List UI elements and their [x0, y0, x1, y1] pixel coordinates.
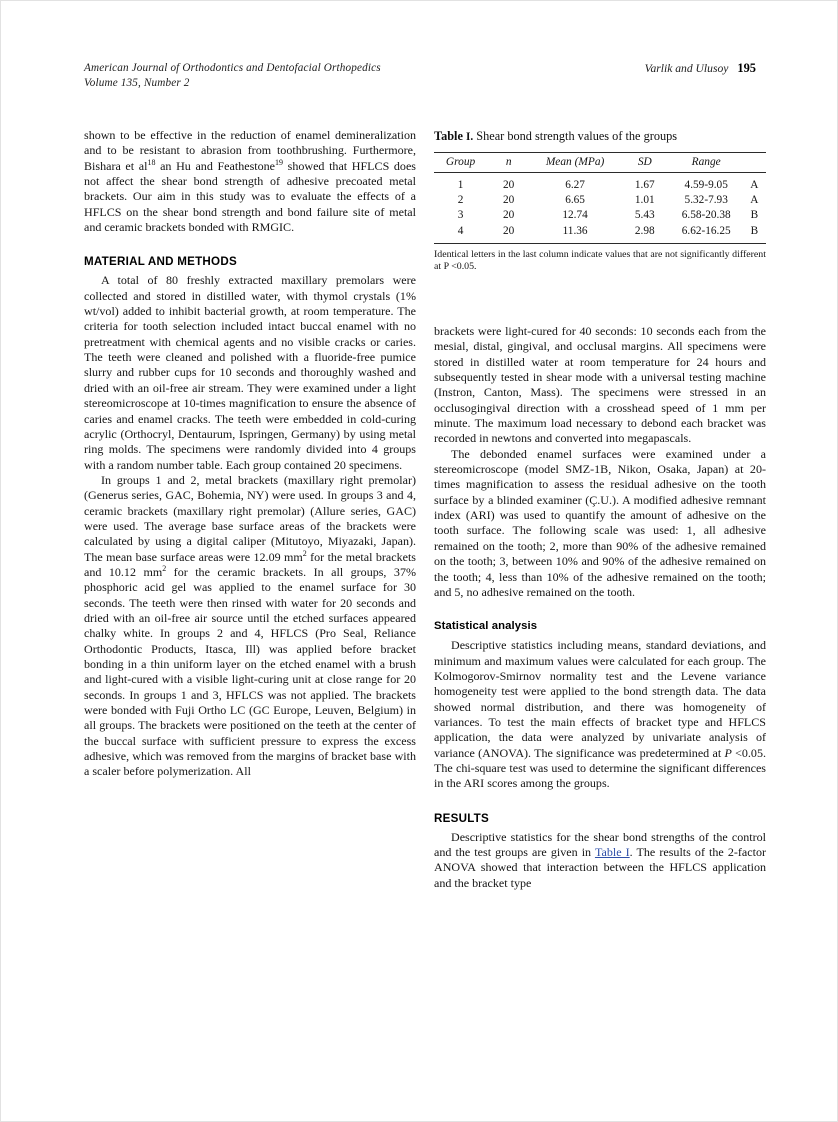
- column-header-sd: SD: [637, 156, 652, 168]
- table-1-block: [434, 128, 766, 273]
- table-label-word: Table: [434, 129, 463, 143]
- page-number: 195: [737, 61, 756, 75]
- reference-marker-19: 19: [275, 157, 284, 167]
- cell-mean: 6.65: [565, 194, 585, 207]
- table-footnote: Identical letters in the last column indicate values that are not significantly different at P <0.05.: [434, 248, 766, 272]
- heading-results: RESULTS: [434, 811, 489, 825]
- journal-title: [84, 61, 381, 91]
- running-head: [84, 61, 756, 95]
- table-caption-text: Shear bond strength values of the groups: [476, 129, 678, 143]
- statistics-text-b: <0.05. The chi-square test was used to determine the significant differences in the ARI scores among the groups.: [434, 745, 766, 791]
- cell-range: 4.59-9.05: [684, 179, 728, 191]
- bracket-text-c: for the ceramic brackets. In all groups, 37% phosphoric acid gel was applied to the enamel surface for 30 seconds. The teeth were then rinsed with water for 20 seconds and dried with an oil-free air source until the etched surfaces appeared chalky white. In groups 2 and 4, HFLCS (Pro Seal, Reliance Orthodontic Products, Itasca, Ill) was applied before bracket bonding in a thin uniform layer on the etched enamel with a brush and light-cured with a visible light-curing unit at close range for 20 seconds. In groups 1 and 3, HFLCS was not applied. The brackets were bonded with Fuji Ortho LC (GC Europe, Leuven, Belgium) in all groups. The brackets were positioned on the teeth at the center of the buccal surface with sufficient pressure to express the excess adhesive, which was removed from the margins of bracket base with a scaler before polymerization. All: [84, 564, 417, 779]
- paragraph-curing-and-testing: brackets were light-cured for 40 seconds: 10 seconds each from the mesial, distal, gingival, and occlusal margins. All specimens were stored in distilled water at room temperature for 24 hours and subsequently tested in shear mode with a universal testing machine (Instron, Canton, Mass). The specimens were stressed in an occlusogingival direction with a crosshead speed of 1 mm per minute. The maximum load necessary to debond each bracket was recorded in newtons and converted into megapascals.: [434, 324, 766, 446]
- table-row: [434, 223, 766, 243]
- cell-group: 2: [457, 194, 464, 207]
- cell-n: 20: [503, 179, 515, 191]
- column-header-mean: Mean (MPa): [545, 156, 605, 168]
- cell-letter: B: [750, 224, 759, 237]
- table-body: [434, 173, 766, 243]
- cell-n: 20: [503, 224, 515, 237]
- italic-p-value-symbol: P: [724, 745, 732, 760]
- authors-running-head: Varlik and Ulusoy: [644, 62, 729, 75]
- cell-mean: 11.36: [562, 224, 588, 237]
- cell-sd: 1.01: [634, 194, 655, 207]
- superscript-square-a: 2: [302, 548, 307, 558]
- intro-text-a: shown to be effective in the reduction of enamel demineralization and to be resistant to abrasion from toothbrushing. Furthermore, Bishara et al: [84, 128, 416, 173]
- superscript-square-b: 2: [162, 563, 167, 573]
- bracket-text-a: In groups 1 and 2, metal brackets (maxillary right premolar) (Generus series, GAC, Bohemia, NY) were used. In groups 3 and 4, ceramic brackets (maxillary right premolar) (Allure series, GAC) were used. The average base surface areas of the brackets were calculated by using a digital caliper (Mitutoyo, Miyazaki, Japan). The mean base surface areas were 12.09 mm: [84, 472, 416, 564]
- left-column: [84, 128, 416, 780]
- statistics-text-a: Descriptive statistics including means, standard deviations, and minimum and maximum values were calculated for each group. The Kolmogorov-Smirnov normality test and the Levene variance homogeneity test were applied to the bond strength data. The data showed normal distribution, and there was homogeneity of variances. To test the main effects of bracket type and HFLCS application, the data were analyzed by univariate analysis of variance (ANOVA). The significance was predetermined at: [434, 638, 766, 760]
- spacer: [434, 600, 766, 619]
- cell-n: 20: [503, 209, 515, 222]
- intro-text-c: showed that HFLCS does not affect the shear bond strength of adhesive precoated metal brackets. Our aim in this study was to evaluate the effects of a HFLCS on the shear bond strength and bond failure site of metal and ceramic brackets bonded with RMGIC.: [84, 158, 416, 235]
- cell-group: 4: [457, 224, 464, 237]
- cell-letter: A: [750, 194, 759, 207]
- cell-letter: A: [750, 179, 759, 191]
- heading-material-and-methods: MATERIAL AND METHODS: [84, 255, 237, 269]
- cell-range: 6.62-16.25: [681, 224, 731, 237]
- table-row: [434, 173, 766, 193]
- column-header-letter: [743, 153, 766, 173]
- spacer: [84, 235, 416, 254]
- results-text-b: . The results of the 2-factor ANOVA showed that interaction between the HFLCS application and the bracket type: [434, 844, 766, 890]
- shear-bond-strength-table: [434, 152, 766, 243]
- spacer: [434, 792, 766, 811]
- paragraph-statistics: [434, 638, 766, 791]
- running-head-right: [645, 61, 756, 76]
- table-number: I.: [466, 131, 474, 143]
- cell-n: 20: [503, 194, 515, 207]
- cell-sd: 2.98: [634, 224, 655, 237]
- table-row: [434, 193, 766, 208]
- intro-text-b: an Hu and Feathestone: [155, 158, 276, 173]
- paragraph-sample-preparation: A total of 80 freshly extracted maxillary premolars were collected and stored in distilled water, with thymol crystals (1% wt/vol) added to inhibit bacterial growth, at room temperature. The criteria for tooth selection included intact buccal enamel with no pretreatment with chemical agents and no visible cracks or caries. The teeth were cleaned and polished with a fluoride-free pumice slurry and rubber cups for 10 seconds and thoroughly washed and dried with an oil-free air stream. They were examined under a light stereomicroscope at 10-times magnification to ensure the absence of caries and enamel cracks. The teeth were embedded in cold-curing acrylic (Orthocryl, Dentaurum, Ispringen, Germany) by using metal ring molds. The specimens were randomly divided into 4 groups with a random number table. Each group contained 20 specimens.: [84, 273, 416, 472]
- journal-volume-issue: Volume 135, Number 2: [84, 77, 190, 89]
- cell-mean: 6.27: [565, 179, 585, 191]
- results-text-a: Descriptive statistics for the shear bond strengths of the control and the test groups are given in: [434, 829, 766, 859]
- paragraph-results: [434, 830, 766, 891]
- table-caption: [434, 128, 766, 145]
- cell-sd: 5.43: [634, 209, 655, 222]
- table-header-row: [434, 153, 766, 173]
- cell-group: 3: [457, 209, 464, 222]
- paragraph-ari-scale: The debonded enamel surfaces were examined under a stereomicroscope (model SMZ-1B, Nikon, Osaka, Japan) at 20-times magnification to assess the residual adhesive on the tooth surface by a blinded examiner (Ç.U.). A modified adhesive remnant index (ARI) was used to quantify the amount of adhesive on the tooth surface. The following scale was used: 1, all adhesive remained on the tooth; 2, more than 90% of the adhesive remained on the tooth; 3, between 10% and 90% of the adhesive remained on the tooth; 4, less than 10% of the adhesive remained on the tooth; and 5, no adhesive remained on the tooth.: [434, 446, 766, 599]
- table-head: [434, 153, 766, 173]
- heading-statistical-analysis: Statistical analysis: [434, 620, 538, 633]
- cell-group: 1: [457, 179, 464, 191]
- column-header-n: n: [505, 156, 512, 168]
- cell-range: 6.58-20.38: [681, 209, 731, 222]
- reference-marker-18: 18: [147, 157, 156, 167]
- bracket-text-b: for the metal brackets and 10.12 mm: [84, 549, 416, 579]
- paragraph-bracket-bonding: [84, 473, 416, 780]
- table-1-crossref-link[interactable]: Table I: [594, 844, 630, 859]
- cell-letter: B: [750, 209, 759, 222]
- table-label: [434, 129, 473, 143]
- cell-sd: 1.67: [634, 179, 655, 191]
- cell-mean: 12.74: [562, 209, 588, 222]
- paragraph-intro-continued: [84, 128, 416, 235]
- journal-title-line1: American Journal of Orthodontics and Dentofacial Orthopedics: [84, 62, 381, 74]
- column-header-group: Group: [445, 156, 476, 168]
- cell-range: 5.32-7.93: [684, 194, 728, 207]
- column-header-range: Range: [691, 156, 721, 168]
- table-row: [434, 208, 766, 223]
- right-column: [434, 324, 766, 891]
